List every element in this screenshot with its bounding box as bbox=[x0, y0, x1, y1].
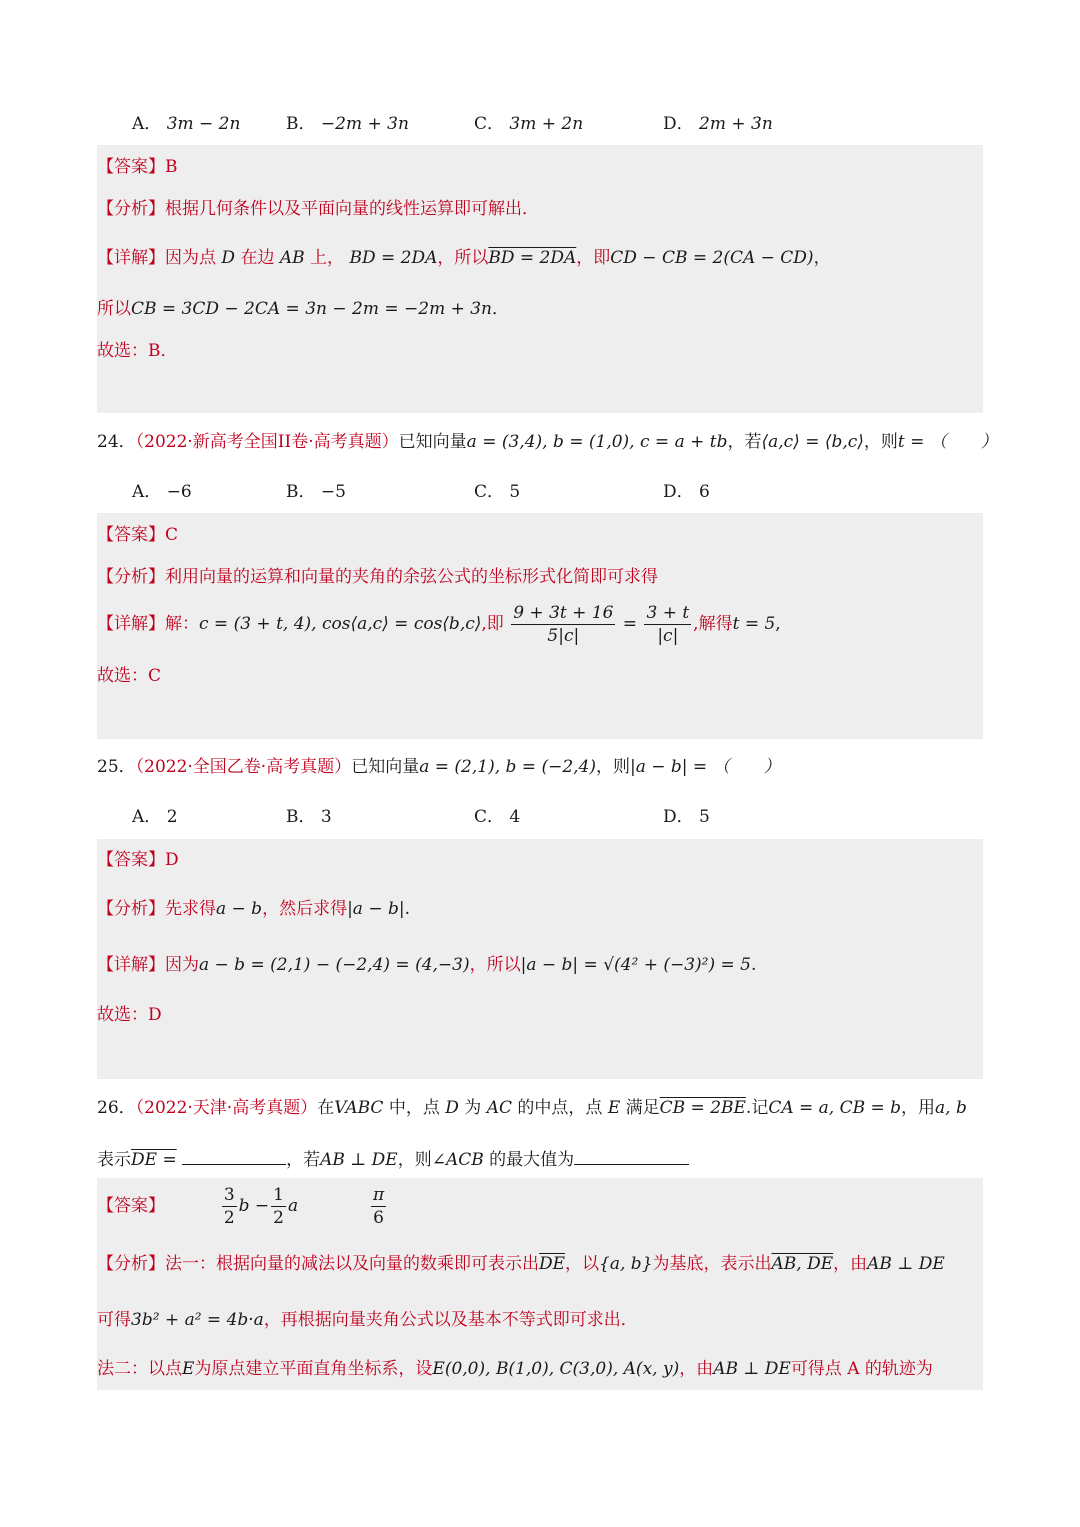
q26-answer-frac-2: $\frac{1}{2}$ bbox=[273, 1185, 284, 1228]
q24-option-a: A． −6 bbox=[132, 482, 192, 502]
q23-detail-line1: 【详解】因为点 D 在边 AB 上， BD = 2DA，所以BD = 2DA，即CD − CB = 2(CA − CD)， bbox=[97, 248, 831, 268]
q26-answer-frac-1: $\frac{3}{2}$ bbox=[223, 1185, 235, 1228]
q25-option-c: C． 4 bbox=[474, 807, 521, 827]
q23-choice: 故选：B． bbox=[97, 341, 178, 361]
q25-option-b: B． 3 bbox=[286, 807, 332, 827]
q26-stem-line2: 表示DE = ，若AB ⊥ DE，则∠ACB 的最大值为 bbox=[97, 1146, 689, 1172]
q26-answer: 【答案】 $\frac{3}{2}$ b − $\frac{1}{2}$ a $\frac{\pi}{6}$ bbox=[97, 1185, 385, 1228]
q24-fraction-1: $\frac{9 + 3t + 16}{5|c|}$ bbox=[513, 603, 614, 646]
q24-choice: 故选：C bbox=[97, 666, 162, 686]
q26-answer-frac-3: $\frac{\pi}{6}$ bbox=[372, 1185, 385, 1228]
q25-option-a: A． 2 bbox=[132, 807, 178, 827]
q23-option-d: D． 2m + 3n bbox=[663, 114, 773, 134]
q23-answer: 【答案】B bbox=[97, 157, 178, 177]
q23-analysis: 【分析】根据几何条件以及平面向量的线性运算即可解出． bbox=[97, 199, 539, 219]
q24-answer: 【答案】C bbox=[97, 525, 179, 545]
q25-choice: 故选：D bbox=[97, 1005, 162, 1025]
q26-stem-line1: 26．（2022·天津·高考真题）在VABC 中，点 D 为 AC 的中点，点 E 满足CB = 2BE.记CA = a, CB = b，用a, b bbox=[97, 1098, 967, 1118]
q23-solution-box bbox=[97, 145, 983, 413]
q23-option-c: C． 3m + 2n bbox=[474, 114, 584, 134]
q26-analysis-line3: 法二：以点E为原点建立平面直角坐标系，设E(0,0), B(1,0), C(3,0), A(x, y)，由AB ⊥ DE可得点 A 的轨迹为 bbox=[97, 1359, 933, 1379]
q23-option-a: A． 3m − 2n bbox=[132, 114, 241, 134]
q26-blank-2 bbox=[574, 1146, 689, 1165]
q24-option-d: D． 6 bbox=[663, 482, 710, 502]
q25-answer: 【答案】D bbox=[97, 850, 179, 870]
q26-blank-1 bbox=[182, 1146, 286, 1165]
q24-detail: 【详解】解：c = (3 + t, 4), cos⟨a,c⟩ = cos⟨b,c⟩,即 $\frac{9 + 3t + 16}{5|c|}$ = $\frac{3 + t}{|c|}$ ,解得t = 5, bbox=[97, 603, 781, 646]
q24-fraction-2: $\frac{3 + t}{|c|}$ bbox=[646, 603, 690, 646]
q23-detail-line2: 所以CB = 3CD − 2CA = 3n − 2m = −2m + 3n． bbox=[97, 299, 510, 319]
q25-analysis: 【分析】先求得a − b，然后求得|a − b|. bbox=[97, 899, 411, 919]
q24-option-b: B． −5 bbox=[286, 482, 346, 502]
q24-stem: 24．（2022·新高考全国II卷·高考真题）已知向量a = (3,4), b = (1,0), c = a + tb，若⟨a,c⟩ = ⟨b,c⟩，则t = （ ） bbox=[97, 432, 998, 452]
q26-analysis-line2: 可得3b² + a² = 4b·a，再根据向量夹角公式以及基本不等式即可求出． bbox=[97, 1310, 638, 1330]
q24-analysis: 【分析】利用向量的运算和向量的夹角的余弦公式的坐标形式化简即可求得 bbox=[97, 567, 658, 587]
q24-option-c: C． 5 bbox=[474, 482, 521, 502]
q25-detail: 【详解】因为a − b = (2,1) − (−2,4) = (4,−3)，所以|a − b| = √(4² + (−3)²) = 5. bbox=[97, 955, 757, 975]
q23-option-b: B． −2m + 3n bbox=[286, 114, 409, 134]
q25-stem: 25．（2022·全国乙卷·高考真题）已知向量a = (2,1), b = (−2,4)，则|a − b| = （ ） bbox=[97, 757, 781, 777]
q25-option-d: D． 5 bbox=[663, 807, 710, 827]
q26-analysis-line1: 【分析】法一：根据向量的减法以及向量的数乘即可表示出$\overline{DE}$，以{a, b}为基底，表示出AB, DE，由AB ⊥ DE bbox=[97, 1254, 945, 1274]
